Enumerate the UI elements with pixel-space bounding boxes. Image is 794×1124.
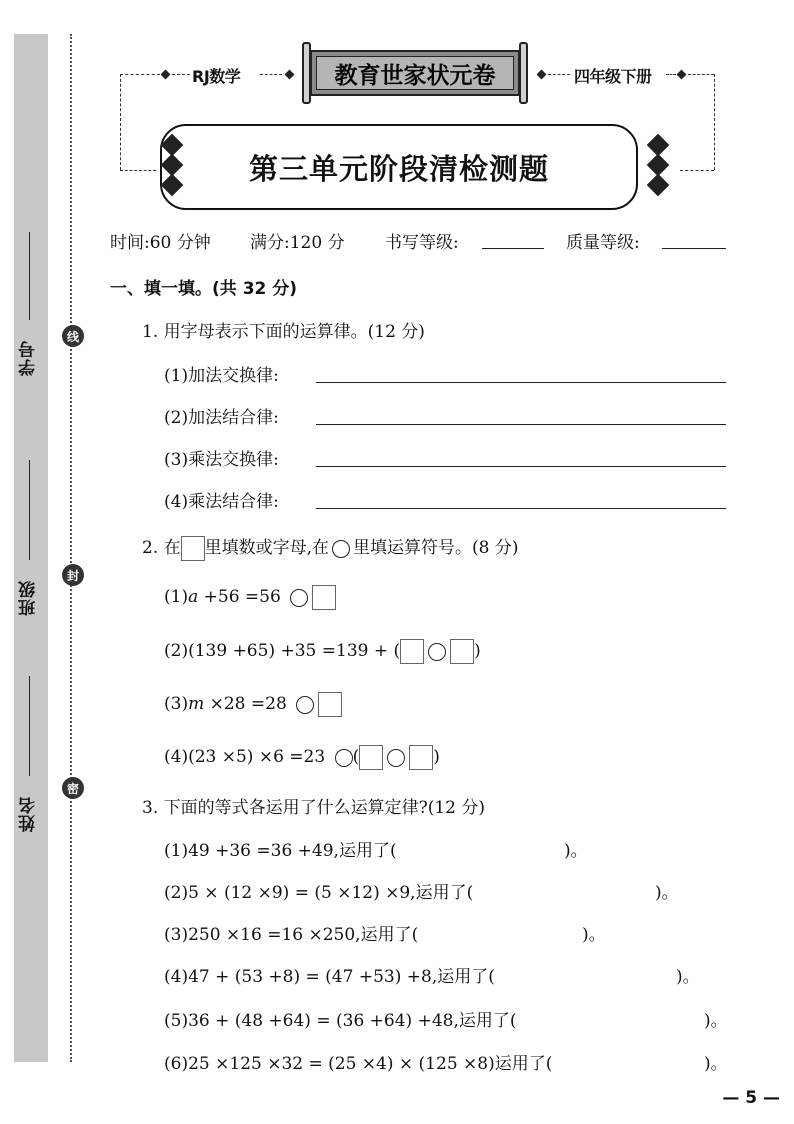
- operator-circle[interactable]: [428, 643, 446, 661]
- q2-item-2: [164, 639, 481, 664]
- q3-item-2-right: )。: [655, 883, 679, 903]
- q2-item-1: [164, 585, 336, 610]
- scroll-body: [310, 50, 520, 96]
- answer-box[interactable]: [359, 745, 383, 770]
- diamond-icon: [161, 70, 171, 80]
- seal-line-mark: 线: [62, 325, 84, 347]
- q1-answer-2[interactable]: [316, 424, 726, 425]
- class-label: 班级: [19, 580, 39, 616]
- q3-item-3-left: (3)250 ×16 =16 ×250,运用了(: [164, 925, 419, 945]
- subject-tag: RJ数学: [192, 67, 241, 86]
- q2-item-text: (3): [164, 694, 189, 714]
- q3-item-5-right: )。: [704, 1011, 728, 1031]
- answer-box[interactable]: [318, 692, 342, 717]
- student-id-label: 学号: [19, 340, 39, 376]
- q2-item-text: (1): [164, 587, 189, 607]
- header-dash: [714, 74, 715, 170]
- example-circle: [332, 540, 350, 558]
- q2-item-text: (4)(23 ×5) ×6 =23: [164, 747, 326, 767]
- main-title: 第三单元阶段清检测题: [160, 124, 638, 210]
- answer-box[interactable]: [450, 639, 474, 664]
- series-scroll: [302, 42, 528, 104]
- name-blank[interactable]: [29, 676, 30, 776]
- operator-circle[interactable]: [296, 696, 314, 714]
- q2-item-text: (: [352, 747, 360, 767]
- header-dash: [688, 74, 714, 75]
- q3-item-6-left: (6)25 ×125 ×32 = (25 ×4) × (125 ×8)运用了(: [164, 1054, 553, 1074]
- q1-item-1: (1)加法交换律:: [164, 366, 279, 386]
- q2-stem-part: 里填数或字母,在: [204, 538, 330, 558]
- q1-answer-1[interactable]: [316, 382, 726, 383]
- diamond-icon: [647, 174, 670, 197]
- q2-item-text: (2)(139 +65) +35 =139 + (: [164, 641, 401, 661]
- section-1-title: 一、填一填。(共 32 分): [110, 279, 298, 299]
- class-blank[interactable]: [29, 460, 30, 560]
- q3-item-3-right: )。: [582, 925, 606, 945]
- q1-item-4: (4)乘法结合律:: [164, 492, 279, 512]
- q1-answer-3[interactable]: [316, 466, 726, 467]
- header-dash: [260, 74, 282, 75]
- header-dash: [548, 74, 570, 75]
- example-box: [181, 536, 205, 561]
- header-dash: [120, 170, 156, 171]
- header-dash: [680, 170, 714, 171]
- q3-stem: 3. 下面的等式各运用了什么运算定律?(12 分): [142, 798, 486, 818]
- q3-item-6-right: )。: [704, 1054, 728, 1074]
- q1-item-3: (3)乘法交换律:: [164, 450, 279, 470]
- q2-item-text: ×28 =28: [204, 694, 287, 714]
- q2-item-4: [164, 745, 440, 770]
- q1-answer-4[interactable]: [316, 508, 726, 509]
- full-score: 满分:120 分: [250, 233, 345, 253]
- q1-stem: 1. 用字母表示下面的运算律。(12 分): [142, 322, 425, 342]
- variable-m: m: [188, 694, 205, 714]
- q2-item-text: +56 =56: [198, 587, 281, 607]
- header-dash: [172, 74, 190, 75]
- q1-item-2: (2)加法结合律:: [164, 408, 279, 428]
- writing-grade-blank[interactable]: [482, 248, 544, 249]
- seal-secret-mark: 密: [62, 777, 84, 799]
- q2-item-3: [164, 692, 342, 717]
- diamond-icon: [285, 70, 295, 80]
- answer-box[interactable]: [400, 639, 424, 664]
- operator-circle[interactable]: [387, 749, 405, 767]
- quality-grade-blank[interactable]: [662, 248, 726, 249]
- binding-strip: [14, 34, 48, 1062]
- answer-box[interactable]: [312, 585, 336, 610]
- operator-circle[interactable]: [335, 749, 353, 767]
- q3-item-1-left: (1)49 +36 =36 +49,运用了(: [164, 841, 397, 861]
- q3-item-2-left: (2)5 × (12 ×9) = (5 ×12) ×9,运用了(: [164, 883, 474, 903]
- header-dash: [120, 74, 160, 75]
- header-dash: [120, 74, 121, 170]
- variable-a: a: [188, 587, 199, 607]
- grade-tag: 四年级下册: [574, 67, 652, 86]
- q3-item-1-right: )。: [564, 841, 588, 861]
- scroll-roll: [519, 42, 528, 104]
- writing-grade-label: 书写等级:: [385, 233, 459, 253]
- page-number: — 5 —: [722, 1088, 780, 1108]
- q2-stem-part: 里填运算符号。(8 分): [353, 538, 519, 558]
- q3-item-4-right: )。: [676, 967, 700, 987]
- q2-item-text: ): [474, 641, 481, 661]
- q3-item-5-left: (5)36 + (48 +64) = (36 +64) +48,运用了(: [164, 1011, 517, 1031]
- exam-time: 时间:60 分钟: [110, 233, 211, 253]
- quality-grade-label: 质量等级:: [566, 233, 640, 253]
- operator-circle[interactable]: [290, 589, 308, 607]
- seal-seal-mark: 封: [62, 564, 84, 586]
- q2-item-text: ): [433, 747, 440, 767]
- diamond-icon: [677, 70, 687, 80]
- header-dash: [666, 74, 676, 75]
- diamond-icon: [537, 70, 547, 80]
- series-title: 教育世家状元卷: [316, 56, 514, 90]
- name-label: 姓名: [19, 796, 39, 832]
- answer-box[interactable]: [409, 745, 433, 770]
- q2-stem-part: 2. 在: [142, 538, 181, 558]
- q2-stem: [142, 533, 519, 561]
- q3-item-4-left: (4)47 + (53 +8) = (47 +53) +8,运用了(: [164, 967, 495, 987]
- student-id-blank[interactable]: [29, 232, 30, 320]
- cut-line: [70, 34, 72, 1062]
